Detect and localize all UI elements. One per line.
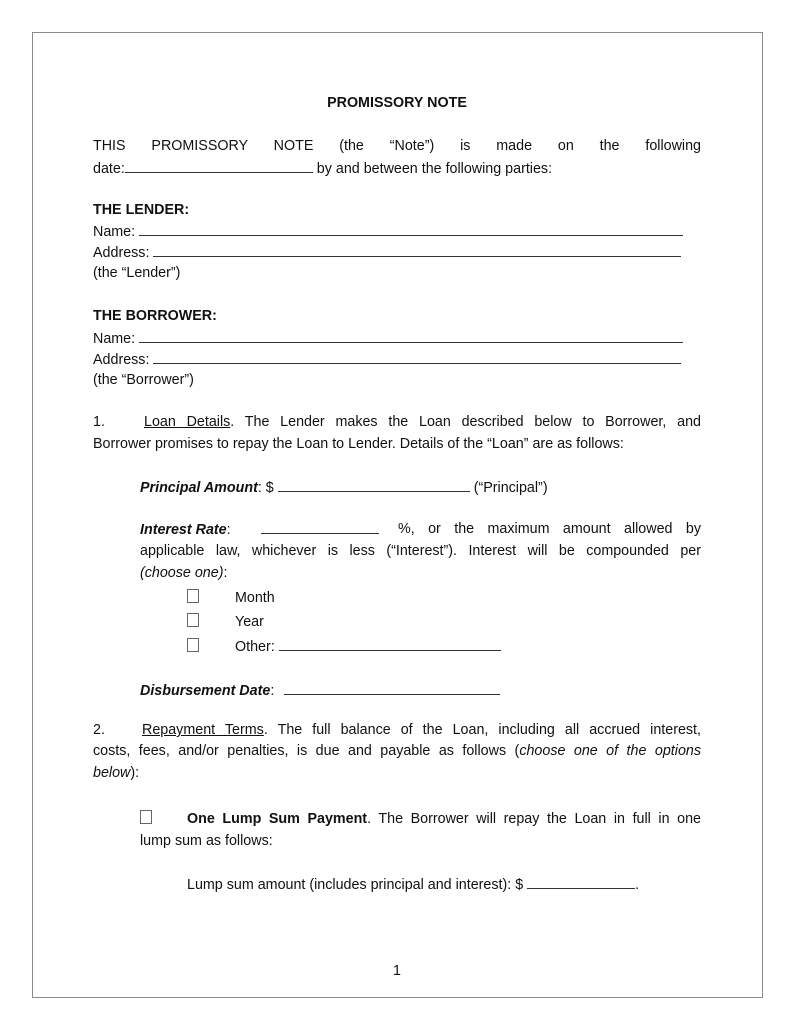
lump-sum-text: . The Borrower will repay the Loan in full in one <box>367 811 702 827</box>
section2-text: ): <box>130 765 140 781</box>
section2-text: costs, fees, and/or penalties, is due and payable as follows ( <box>93 743 520 759</box>
interest-line-2: applicable law, whichever is less (“Interest”). Interest will be compounded per <box>140 543 701 559</box>
disbursement-label: Disbursement Date <box>140 683 271 699</box>
option-other[interactable] <box>187 636 501 656</box>
section2-heading: Repayment Terms <box>142 722 264 738</box>
lump-amount-row <box>187 874 639 894</box>
section2-italic: below <box>93 765 131 781</box>
lender-name-field[interactable] <box>139 221 683 236</box>
section2-text: . The full balance of the Loan, including all accrued interest, <box>263 722 701 738</box>
checkbox[interactable] <box>140 810 152 824</box>
borrower-heading: THE BORROWER: <box>93 308 217 324</box>
section1-number: 1. <box>93 414 105 430</box>
date-field[interactable] <box>125 158 313 173</box>
lump-amount-field[interactable] <box>527 874 635 889</box>
lender-name-row <box>93 221 683 241</box>
intro-rest: by and between the following parties: <box>316 161 553 177</box>
option-label: Month <box>235 590 275 606</box>
interest-row <box>140 519 701 539</box>
intro-line-2 <box>93 158 552 178</box>
section1-text: . The Lender makes the Loan described below to Borrower, and <box>230 414 701 430</box>
interest-text: %, or the maximum amount allowed by <box>398 521 701 537</box>
lender-address-row <box>93 242 681 262</box>
borrower-name-label: Name: <box>93 331 136 347</box>
option-label: Year <box>235 614 264 630</box>
section2-italic: choose one of the options <box>519 743 701 759</box>
section2-line-3 <box>93 763 139 783</box>
dollar-sign: : $ <box>257 480 274 496</box>
page-number: 1 <box>393 963 401 979</box>
choose-one-row <box>140 563 227 583</box>
other-field[interactable] <box>279 636 501 651</box>
colon: : <box>226 522 231 538</box>
colon: : <box>223 565 228 581</box>
checkbox[interactable] <box>187 613 199 627</box>
lender-name-label: Name: <box>93 224 136 240</box>
lender-address-label: Address: <box>93 245 150 261</box>
checkbox[interactable] <box>187 638 199 652</box>
document-title: PROMISSORY NOTE <box>327 95 467 111</box>
borrower-address-row <box>93 349 681 369</box>
section2-number: 2. <box>93 722 105 738</box>
lump-sum-label: One Lump Sum Payment <box>187 811 368 827</box>
borrower-address-label: Address: <box>93 352 150 368</box>
disbursement-field[interactable] <box>284 680 500 695</box>
section2-line-2 <box>93 741 701 761</box>
principal-label: Principal Amount <box>140 480 258 496</box>
borrower-name-field[interactable] <box>139 328 683 343</box>
option-label: Other: <box>235 639 275 655</box>
intro-line-1: THIS PROMISSORY NOTE (the “Note”) is made on the following <box>93 138 701 154</box>
section1-heading: Loan Details <box>144 414 231 430</box>
lump-sum-option[interactable] <box>140 809 701 829</box>
borrower-defined: (the “Borrower”) <box>93 372 194 388</box>
borrower-address-field[interactable] <box>153 349 681 364</box>
principal-row <box>140 477 548 497</box>
section2-line-1 <box>93 720 701 740</box>
option-year[interactable] <box>187 612 264 632</box>
lender-address-field[interactable] <box>153 242 681 257</box>
lump-sum-line-2: lump sum as follows: <box>140 833 273 849</box>
interest-label: Interest Rate <box>140 522 227 538</box>
principal-suffix: (“Principal”) <box>473 480 548 496</box>
disbursement-row <box>140 680 500 700</box>
lender-heading: THE LENDER: <box>93 202 190 218</box>
colon: : <box>270 683 275 699</box>
principal-field[interactable] <box>278 477 470 492</box>
choose-one: (choose one) <box>140 565 224 581</box>
date-label: date: <box>93 161 125 177</box>
period: . <box>635 877 640 893</box>
lender-defined: (the “Lender”) <box>93 265 181 281</box>
section1-line-1 <box>93 412 701 432</box>
interest-field[interactable] <box>261 519 379 534</box>
section1-line-2: Borrower promises to repay the Loan to Lender. Details of the “Loan” are as follows: <box>93 436 624 452</box>
checkbox[interactable] <box>187 589 199 603</box>
lump-amount-label: Lump sum amount (includes principal and interest): $ <box>187 877 524 893</box>
borrower-name-row <box>93 328 683 348</box>
option-month[interactable] <box>187 588 275 608</box>
